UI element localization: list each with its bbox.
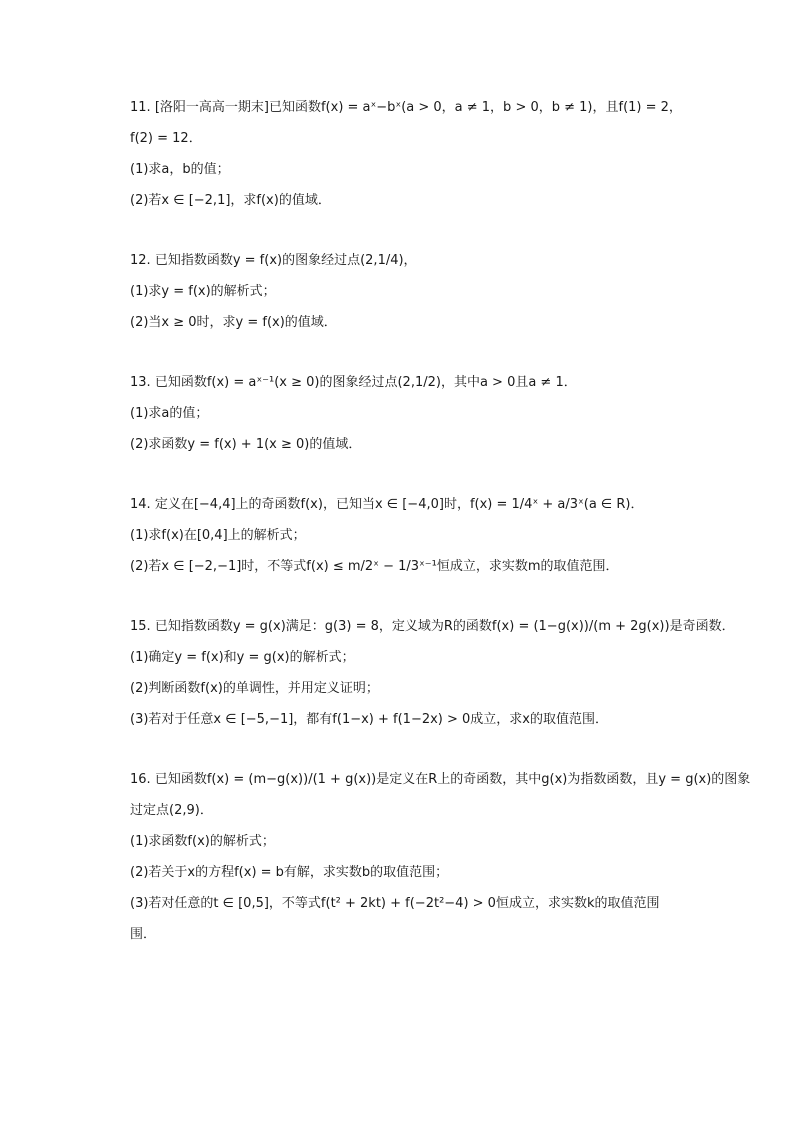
problem-stem-line1: [洛阳一高高一期末]已知函数f(x) = aˣ−bˣ(a > 0，a ≠ 1，b > 0，b ≠ 1)，且f(1) = 2， — [154, 100, 682, 115]
problem-number: 13. — [130, 375, 151, 390]
problem-stem — [130, 251, 720, 271]
problem-number: 12. — [130, 253, 151, 268]
problem-stem — [130, 373, 720, 393]
problem-14 — [130, 495, 720, 577]
problem-number: 15. — [130, 619, 151, 634]
problem-stem-line2: f(2) = 12． — [130, 131, 202, 146]
problem-stem-line1: 已知指数函数y = f(x)的图象经过点(2,1/4)， — [154, 253, 417, 268]
problem-part-1: (1)求a，b的值； — [130, 162, 230, 177]
problem-12 — [130, 251, 720, 333]
problem-part-2: (2)若x ∈ [−2,−1]时，不等式f(x) ≤ m/2ˣ − 1/3ˣ⁻¹恒成立，求实数m的取值范围． — [130, 559, 619, 574]
problem-stem-line1: 已知指数函数y = g(x)满足：g(3) = 8，定义域为R的函数f(x) = (1−g(x))/(m + 2g(x))是奇函数． — [154, 619, 735, 634]
problem-part-1: (1)求f(x)在[0,4]上的解析式； — [130, 528, 306, 543]
problem-part-3: (3)若对任意的t ∈ [0,5]，不等式f(t² + 2kt) + f(−2t²−4) > 0恒成立，求实数k的取值范围 — [130, 896, 660, 911]
problem-part-3: (3)若对于任意x ∈ [−5,−1]，都有f(1−x) + f(1−2x) > 0成立，求x的取值范围． — [130, 712, 609, 727]
problem-stem-line1: 已知函数f(x) = (m−g(x))/(1 + g(x))是定义在R上的奇函数，其中g(x)为指数函数，且y = g(x)的图象 — [154, 772, 751, 787]
problem-15 — [130, 617, 735, 730]
problem-16 — [130, 770, 751, 945]
problem-stem — [130, 495, 720, 515]
problem-13 — [130, 373, 720, 455]
problem-part-2: (2)求函数y = f(x) + 1(x ≥ 0)的值域． — [130, 437, 362, 452]
problem-stem — [130, 98, 720, 118]
problem-part-1: (1)确定y = f(x)和y = g(x)的解析式； — [130, 650, 355, 665]
problem-number: 14. — [130, 497, 151, 512]
problem-number: 11. — [130, 100, 151, 115]
problem-11 — [130, 98, 720, 211]
problem-part-1: (1)求a的值； — [130, 406, 209, 421]
problem-part-1: (1)求y = f(x)的解析式； — [130, 284, 276, 299]
problem-sheet — [130, 98, 751, 945]
problem-part-2: (2)若关于x的方程f(x) = b有解，求实数b的取值范围； — [130, 865, 449, 880]
problem-stem — [130, 770, 751, 790]
problem-stem-line1: 定义在[−4,4]上的奇函数f(x)，已知当x ∈ [−4,0]时，f(x) = 1/4ˣ + a/3ˣ(a ∈ R)． — [154, 497, 644, 512]
problem-part-2: (2)当x ≥ 0时，求y = f(x)的值域． — [130, 315, 337, 330]
problem-part-3-continued: 围． — [130, 927, 157, 942]
problem-part-1: (1)求函数f(x)的解析式； — [130, 834, 275, 849]
problem-stem-line2: 过定点(2,9)． — [130, 803, 213, 818]
problem-part-2: (2)若x ∈ [−2,1]，求f(x)的值域． — [130, 193, 331, 208]
problem-number: 16. — [130, 772, 151, 787]
problem-part-2: (2)判断函数f(x)的单调性，并用定义证明； — [130, 681, 379, 696]
problem-stem-line1: 已知函数f(x) = aˣ⁻¹(x ≥ 0)的图象经过点(2,1/2)，其中a > 0且a ≠ 1． — [154, 375, 577, 390]
problem-stem — [130, 617, 735, 637]
